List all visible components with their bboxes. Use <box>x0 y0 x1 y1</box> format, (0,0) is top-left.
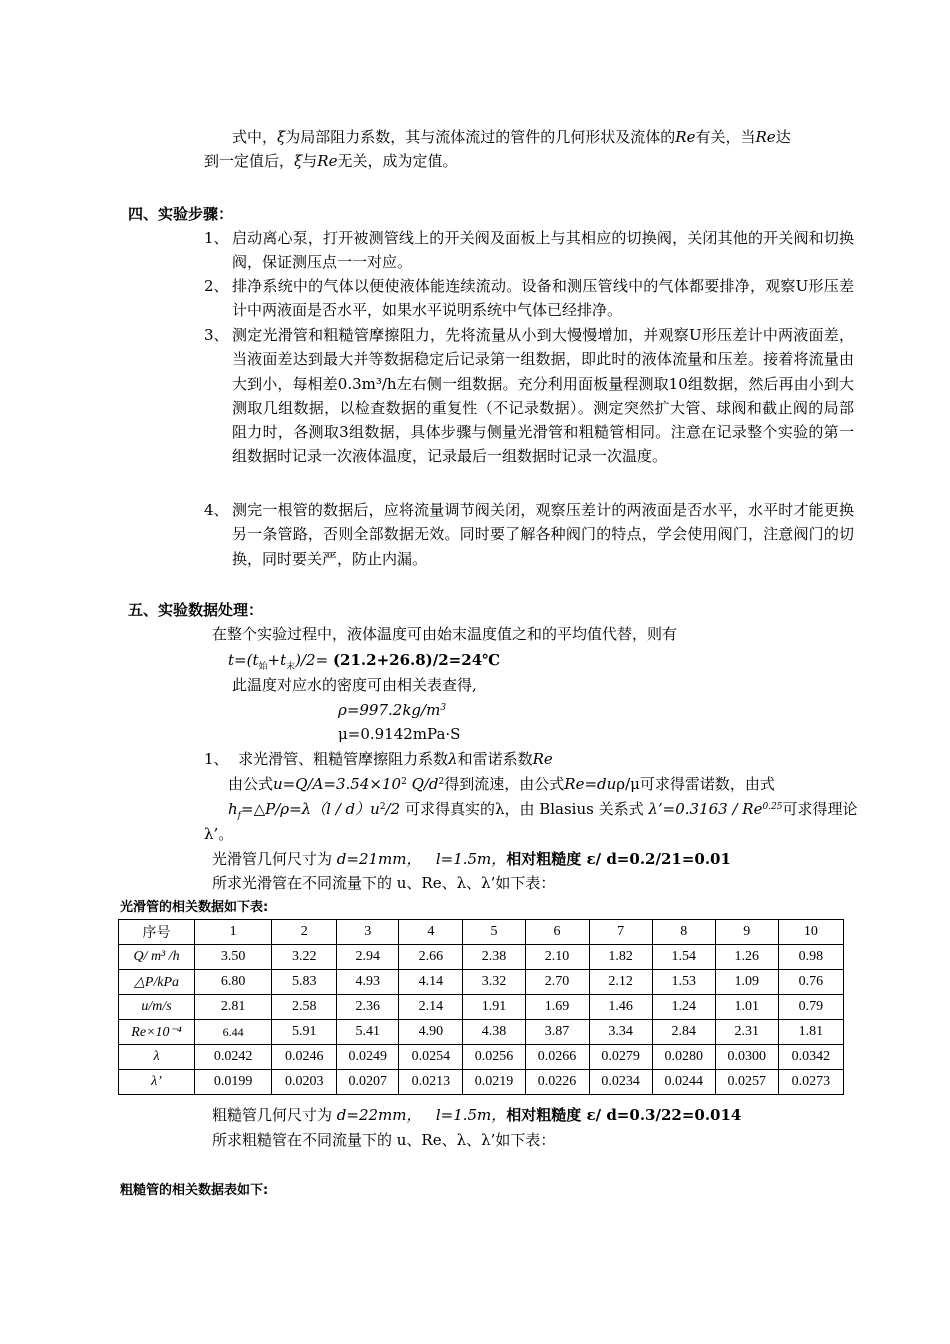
geometry-d: d=22mm， <box>336 1106 422 1124</box>
table-cell: 1.91 <box>463 995 525 1020</box>
formula-part: ρ/μ <box>616 775 640 793</box>
rho-sup: 3 <box>440 703 447 713</box>
table-cell: 2.70 <box>525 970 589 995</box>
table-cell: 0.0342 <box>778 1045 843 1070</box>
table-row-label: Q/ m³ /h <box>119 945 195 970</box>
table-cell: 1.01 <box>715 995 778 1020</box>
table-header-cell: 3 <box>337 920 399 945</box>
relative-roughness: 相对粗糙度 ε/ d=0.2/21=0.01 <box>506 850 731 868</box>
table-cell: 2.38 <box>463 945 525 970</box>
table-cell: 4.14 <box>399 970 463 995</box>
table-cell: 0.0207 <box>337 1070 399 1095</box>
table-cell: 2.84 <box>652 1020 715 1045</box>
table-cell: 1.82 <box>589 945 652 970</box>
table-cell: 0.0199 <box>195 1070 272 1095</box>
table-cell: 0.0234 <box>589 1070 652 1095</box>
rough-result-intro: 所求粗糙管在不同流量下的 u、Re、λ、λ’如下表： <box>212 1131 556 1149</box>
table-cell: 0.0273 <box>778 1070 843 1095</box>
formula-part: t=(t <box>228 651 259 669</box>
table-cell: 0.79 <box>778 995 843 1020</box>
table-header-cell: 7 <box>589 920 652 945</box>
intro-line-1 <box>232 127 791 147</box>
subsection-text: 求光滑管、粗糙管摩擦阻力系数 <box>238 750 449 768</box>
table-cell: 0.0213 <box>399 1070 463 1095</box>
formula-sup: 2 <box>379 802 386 812</box>
table-cell: 0.98 <box>778 945 843 970</box>
table-cell: 1.53 <box>652 970 715 995</box>
table-cell: 6.44 <box>195 1020 272 1045</box>
table-cell: 1.24 <box>652 995 715 1020</box>
table-cell: 3.87 <box>525 1020 589 1045</box>
step-text: 启动离心泵，打开被测管线上的开关阀及面板上与其相应的切换阀，关闭其他的开关阀和切换阀，保证测压点一一对应。 <box>232 229 854 272</box>
table-cell: 0.0249 <box>337 1045 399 1070</box>
table-header-cell: 2 <box>272 920 337 945</box>
temperature-intro: 在整个实验过程中，液体温度可由始末温度值之和的平均值代替，则有 <box>212 625 678 643</box>
smooth-pipe-table <box>118 919 844 1095</box>
formula-line-2 <box>228 799 858 819</box>
table-cell: 5.83 <box>272 970 337 995</box>
geometry-l: l=1.5m， <box>435 1106 507 1124</box>
xi-symbol: ξ <box>294 152 303 170</box>
rho-text: ρ=997.2kg/m <box>338 701 441 719</box>
table-header-cell: 5 <box>463 920 525 945</box>
table-header-cell: 10 <box>778 920 843 945</box>
density-intro: 此温度对应水的密度可由相关表查得, <box>232 676 477 694</box>
smooth-table-title: 光滑管的相关数据如下表: <box>120 900 269 915</box>
subsection-number: 1、 <box>204 750 229 768</box>
step-text: 测定光滑管和粗糙管摩擦阻力，先将流量从小到大慢慢增加，并观察U形压差计中两液面差，当液面差达到最大并等数据稳定后记录第一组数据，即此时的液体流量和压差。接着将流量由大到小，每相差0.3m³/h左右侧一组数据。充分利用面板量程测取10组数据，然后再由小到大测取几组数据，以检查数据的重复性（不记录数据）。测定突然扩大管、球阀和截止阀的局部阻力时，各测取3组数据，具体步骤与侧量光滑管和粗糙管相同。注意在记录整个实验的第一组数据时记录一次液体温度，记录最后一组数据时记录一次温度。 <box>232 326 854 466</box>
formula-sub: 末 <box>286 662 296 672</box>
smooth-geometry <box>212 849 731 869</box>
table-cell: 1.69 <box>525 995 589 1020</box>
table-cell: 5.91 <box>272 1020 337 1045</box>
step-number: 3、 <box>204 326 229 344</box>
geometry-d: d=21mm， <box>336 850 422 868</box>
table-header-cell: 9 <box>715 920 778 945</box>
table-cell: 0.0300 <box>715 1045 778 1070</box>
rough-table-title: 粗糙管的相关数据表如下: <box>120 1183 269 1198</box>
table-row <box>119 995 844 1020</box>
table-cell: 0.0256 <box>463 1045 525 1070</box>
section4-title: 四、实验步骤： <box>128 205 234 223</box>
formula-part: Q/d <box>411 775 439 793</box>
step-number: 2、 <box>204 277 229 295</box>
formula-text: 可求得真实的λ，由 Blasius 关系式 <box>404 800 644 818</box>
table-cell: 2.58 <box>272 995 337 1020</box>
table-cell: 4.93 <box>337 970 399 995</box>
formula-sub: 始 <box>258 662 268 672</box>
table-row <box>119 970 844 995</box>
formula-part: Re=du <box>564 775 617 793</box>
table-header-row <box>119 920 844 945</box>
formula-text: 可求得雷诺数，由式 <box>639 775 775 793</box>
table-cell: 3.34 <box>589 1020 652 1045</box>
formula-line-1 <box>228 774 775 794</box>
re-symbol: Re <box>755 128 776 146</box>
table-header-cell: 8 <box>652 920 715 945</box>
intro-text: 有关，当 <box>695 128 756 146</box>
table-cell: 2.81 <box>195 995 272 1020</box>
table-cell: 4.38 <box>463 1020 525 1045</box>
temperature-value: (21.2+26.8)/2=24℃ <box>332 651 501 669</box>
intro-text: 无关，成为定值。 <box>337 152 458 170</box>
re-symbol: Re <box>532 750 553 768</box>
formula-text: 可求得理论 <box>782 800 858 818</box>
table-cell: 2.10 <box>525 945 589 970</box>
relative-roughness: 相对粗糙度 ε/ d=0.3/22=0.014 <box>506 1106 742 1124</box>
subsection-text: 和雷诺系数 <box>457 750 533 768</box>
formula-text: 得到流速，由公式 <box>444 775 565 793</box>
table-cell: 1.26 <box>715 945 778 970</box>
table-cell: 1.54 <box>652 945 715 970</box>
table-cell: 2.94 <box>337 945 399 970</box>
table-cell: 0.76 <box>778 970 843 995</box>
temperature-formula <box>228 650 500 670</box>
intro-line-2 <box>204 151 457 171</box>
table-cell: 2.31 <box>715 1020 778 1045</box>
table-cell: 0.0280 <box>652 1045 715 1070</box>
table-row <box>119 1045 844 1070</box>
table-header-cell: 6 <box>525 920 589 945</box>
xi-symbol: ξ <box>277 128 286 146</box>
intro-text: 式中， <box>232 128 278 146</box>
formula-sup: 2 <box>401 777 407 787</box>
formula-part: u=Q/A=3.54×10 <box>273 775 402 793</box>
table-cell: 1.09 <box>715 970 778 995</box>
table-header-cell: 4 <box>399 920 463 945</box>
formula-sup: 2 <box>438 777 445 787</box>
formula-part: )/2= <box>295 651 329 669</box>
density-value <box>338 700 446 720</box>
viscosity-value: μ=0.9142mPa·S <box>338 725 461 743</box>
formula-part: +t <box>267 651 287 669</box>
formula-text: 由公式 <box>228 775 274 793</box>
subsection-1-title <box>204 749 553 769</box>
table-cell: 0.0246 <box>272 1045 337 1070</box>
table-cell: 2.36 <box>337 995 399 1020</box>
intro-text: 达 <box>775 128 791 146</box>
table-row-label: λ <box>119 1045 195 1070</box>
formula-part: /2 <box>385 800 401 818</box>
table-row-label: Re×10⁻⁴ <box>119 1020 195 1045</box>
lambda-symbol: λ <box>448 750 458 768</box>
table-cell: 5.41 <box>337 1020 399 1045</box>
table-cell: 1.46 <box>589 995 652 1020</box>
table-row-label: △P/kPa <box>119 970 195 995</box>
table-header-label: 序号 <box>119 920 195 945</box>
table-cell: 0.0203 <box>272 1070 337 1095</box>
table-cell: 0.0254 <box>399 1045 463 1070</box>
table-cell: 2.14 <box>399 995 463 1020</box>
re-symbol: Re <box>317 152 338 170</box>
smooth-result-intro: 所求光滑管在不同流量下的 u、Re、λ、λ’如下表： <box>212 874 556 892</box>
table-cell: 0.0242 <box>195 1045 272 1070</box>
intro-text: 到一定值后， <box>204 152 295 170</box>
formula-sub: f <box>237 811 242 821</box>
table-row <box>119 945 844 970</box>
step-text: 排净系统中的气体以便使液体能连续流动。设备和测压管线中的气体都要排净，观察U形压差计中两液面是否水平，如果水平说明系统中气体已经排净。 <box>232 277 854 320</box>
intro-text: 为局部阻力系数，其与流体流过的管件的几何形状及流体的 <box>285 128 676 146</box>
formula-sup: 0.25 <box>762 802 783 812</box>
table-cell: 3.32 <box>463 970 525 995</box>
table-cell: 0.0219 <box>463 1070 525 1095</box>
step-number: 1、 <box>204 229 229 247</box>
geometry-text: 光滑管几何尺寸为 <box>212 850 333 868</box>
table-cell: 0.0279 <box>589 1045 652 1070</box>
intro-text: 与 <box>302 152 318 170</box>
table-cell: 2.12 <box>589 970 652 995</box>
re-symbol: Re <box>675 128 696 146</box>
geometry-l: l=1.5m， <box>435 850 507 868</box>
formula-part: λ’=0.3163 / Re <box>648 800 763 818</box>
table-row-label: u/m/s <box>119 995 195 1020</box>
table-cell: 0.0226 <box>525 1070 589 1095</box>
table-cell: 1.81 <box>778 1020 843 1045</box>
table-row <box>119 1070 844 1095</box>
table-cell: 0.0266 <box>525 1045 589 1070</box>
table-cell: 3.50 <box>195 945 272 970</box>
table-cell: 6.80 <box>195 970 272 995</box>
table-cell: 3.22 <box>272 945 337 970</box>
table-row-label: λ’ <box>119 1070 195 1095</box>
formula-line-3: λ’。 <box>204 825 234 843</box>
formula-part: h <box>228 800 238 818</box>
rough-geometry <box>212 1105 741 1125</box>
step-text: 测完一根管的数据后，应将流量调节阀关闭，观察压差计的两液面是否水平，水平时才能更换另一条管路，否则全部数据无效。同时要了解各种阀门的特点，学会使用阀门，注意阀门的切换，同时要关严，防止内漏。 <box>232 501 854 568</box>
table-cell: 0.0257 <box>715 1070 778 1095</box>
table-cell: 0.0244 <box>652 1070 715 1095</box>
formula-part: =△P/ρ=λ（l / d）u <box>241 800 380 818</box>
table-header-cell: 1 <box>195 920 272 945</box>
step-number: 4、 <box>204 501 229 519</box>
section5-title: 五、实验数据处理： <box>128 601 264 619</box>
table-cell: 4.90 <box>399 1020 463 1045</box>
table-cell: 2.66 <box>399 945 463 970</box>
table-row <box>119 1020 844 1045</box>
geometry-text: 粗糙管几何尺寸为 <box>212 1106 333 1124</box>
